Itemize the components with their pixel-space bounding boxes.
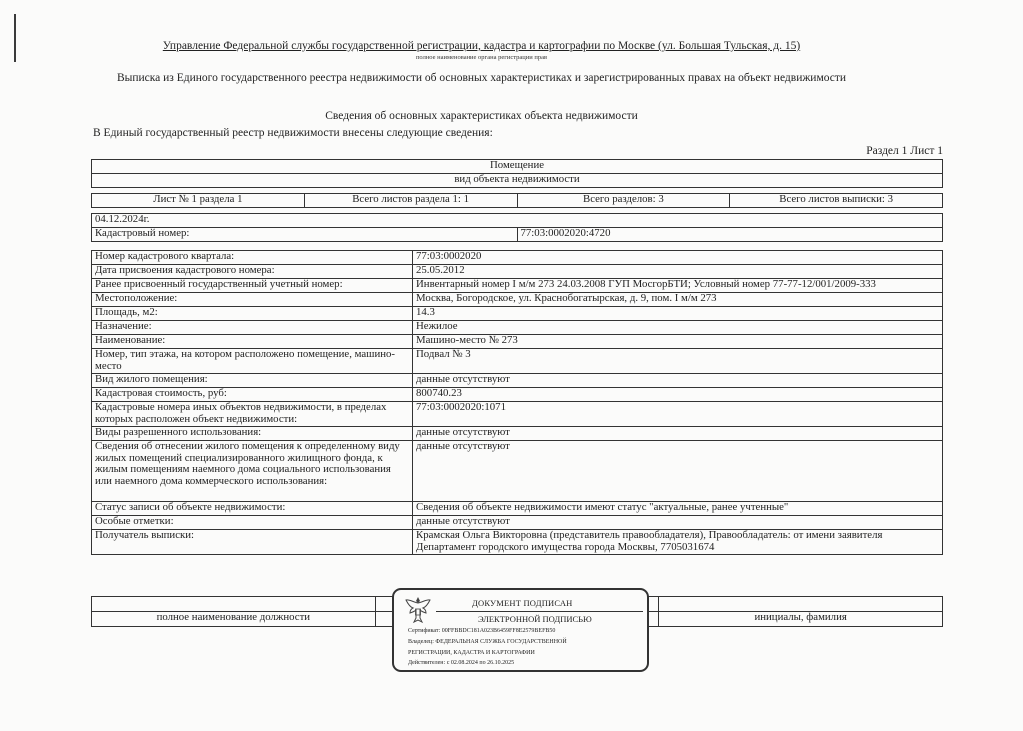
cadastral-label: Кадастровый номер:: [92, 228, 518, 242]
row-label: Площадь, м2:: [92, 307, 413, 321]
date-table: [91, 213, 943, 242]
row-value: Крамская Ольга Викторовна (представитель правообладателя), Правообладатель: от имени заявителя Департамент городского имущества города Москвы, 7705031674: [413, 530, 943, 555]
section-sheet-label: Раздел 1 Лист 1: [866, 145, 943, 157]
row-label: Особые отметки:: [92, 516, 413, 530]
object-type-table: [91, 159, 943, 188]
stamp-owner-line2: РЕГИСТРАЦИИ, КАДАСТРА И КАРТОГРАФИИ: [408, 650, 535, 656]
stamp-subtitle: ЭЛЕКТРОННОЙ ПОДПИСЬЮ: [478, 614, 592, 624]
stamp-certificate: Сертификат: 00FFBBDC181A023B6459FF8E2579BEFB50: [408, 628, 556, 634]
row-value: данные отсутствуют: [413, 516, 943, 530]
sheets-table: [91, 193, 943, 208]
row-value: данные отсутствуют: [413, 441, 943, 502]
table-row: [92, 374, 943, 388]
stamp-owner-line1: Владелец: ФЕДЕРАЛЬНАЯ СЛУЖБА ГОСУДАРСТВЕННОЙ: [408, 639, 567, 645]
intro-text: В Единый государственный реестр недвижимости внесены следующие сведения:: [93, 127, 493, 139]
table-row: [92, 265, 943, 279]
row-value: 800740.23: [413, 388, 943, 402]
table-row: [92, 427, 943, 441]
row-value: Инвентарный номер I м/м 273 24.03.2008 ГУП МосгорБТИ; Условный номер 77-77-12/001/2009-333: [413, 279, 943, 293]
row-label: Дата присвоения кадастрового номера:: [92, 265, 413, 279]
eagle-emblem-icon: [404, 594, 432, 626]
table-row: [92, 293, 943, 307]
row-label: Номер, тип этажа, на котором расположено помещение, машино-место: [92, 349, 413, 374]
row-label: Назначение:: [92, 321, 413, 335]
row-value: Машино-место № 273: [413, 335, 943, 349]
extract-title: Выписка из Единого государственного реестра недвижимости об основных характеристиках и зарегистрированных правах на объект недвижимости: [116, 72, 847, 84]
table-row: [92, 402, 943, 427]
initials-cell: [659, 597, 943, 612]
cadastral-number: 77:03:0002020:4720: [517, 228, 943, 242]
total-extract-sheets: Всего листов выписки: 3: [730, 194, 943, 208]
stamp-validity: Действителен: с 02.08.2024 по 26.10.2025: [408, 660, 515, 666]
position-cell: [92, 597, 376, 612]
row-value: данные отсутствуют: [413, 374, 943, 388]
row-label: Сведения об отнесении жилого помещения к определенному виду жилых помещений специализированного жилищного фонда, к жилым помещениям наемного дома социального использования или наемного дома коммерческого использования:: [92, 441, 413, 502]
total-section-sheets: Всего листов раздела 1: 1: [304, 194, 517, 208]
stamp-divider: [436, 611, 643, 612]
row-value: 25.05.2012: [413, 265, 943, 279]
electronic-signature-stamp: [392, 588, 649, 672]
sheet-number: Лист № 1 раздела 1: [92, 194, 305, 208]
table-row: [92, 279, 943, 293]
row-label: Кадастровые номера иных объектов недвижимости, в пределах которых расположен объект недвижимости:: [92, 402, 413, 427]
object-type: Помещение: [92, 160, 943, 174]
row-label: Номер кадастрового квартала:: [92, 251, 413, 265]
table-row: [92, 388, 943, 402]
row-value: Москва, Богородское, ул. Краснобогатырская, д. 9, пом. I м/м 273: [413, 293, 943, 307]
row-value: Нежилое: [413, 321, 943, 335]
row-label: Получатель выписки:: [92, 530, 413, 555]
initials-caption: инициалы, фамилия: [659, 612, 943, 627]
row-value: 77:03:0002020: [413, 251, 943, 265]
stamp-title: ДОКУМЕНТ ПОДПИСАН: [472, 598, 573, 608]
table-row: [92, 516, 943, 530]
row-value: Сведения об объекте недвижимости имеют статус "актуальные, ранее учтенные": [413, 502, 943, 516]
table-row: [92, 441, 943, 502]
extract-date: 04.12.2024г.: [92, 214, 943, 228]
section-title: Сведения об основных характеристиках объекта недвижимости: [325, 110, 638, 122]
table-row: [92, 502, 943, 516]
table-row: [92, 307, 943, 321]
total-sections: Всего разделов: 3: [517, 194, 730, 208]
characteristics-table: [91, 250, 943, 555]
row-label: Кадастровая стоимость, руб:: [92, 388, 413, 402]
row-label: Виды разрешенного использования:: [92, 427, 413, 441]
organization-caption: полное наименование органа регистрации прав: [415, 54, 548, 61]
table-row: [92, 251, 943, 265]
table-row: [92, 530, 943, 555]
table-row: [92, 349, 943, 374]
row-value: 14.3: [413, 307, 943, 321]
row-label: Статус записи об объекте недвижимости:: [92, 502, 413, 516]
table-row: [92, 321, 943, 335]
row-value: 77:03:0002020:1071: [413, 402, 943, 427]
object-type-caption: вид объекта недвижимости: [92, 174, 943, 188]
table-row: [92, 335, 943, 349]
row-label: Местоположение:: [92, 293, 413, 307]
row-label: Ранее присвоенный государственный учетный номер:: [92, 279, 413, 293]
position-caption: полное наименование должности: [92, 612, 376, 627]
row-label: Наименование:: [92, 335, 413, 349]
row-label: Вид жилого помещения:: [92, 374, 413, 388]
row-value: Подвал № 3: [413, 349, 943, 374]
row-value: данные отсутствуют: [413, 427, 943, 441]
organization-name: Управление Федеральной службы государственной регистрации, кадастра и картографии по Москве (ул. Большая Тульская, д. 15): [162, 40, 801, 52]
